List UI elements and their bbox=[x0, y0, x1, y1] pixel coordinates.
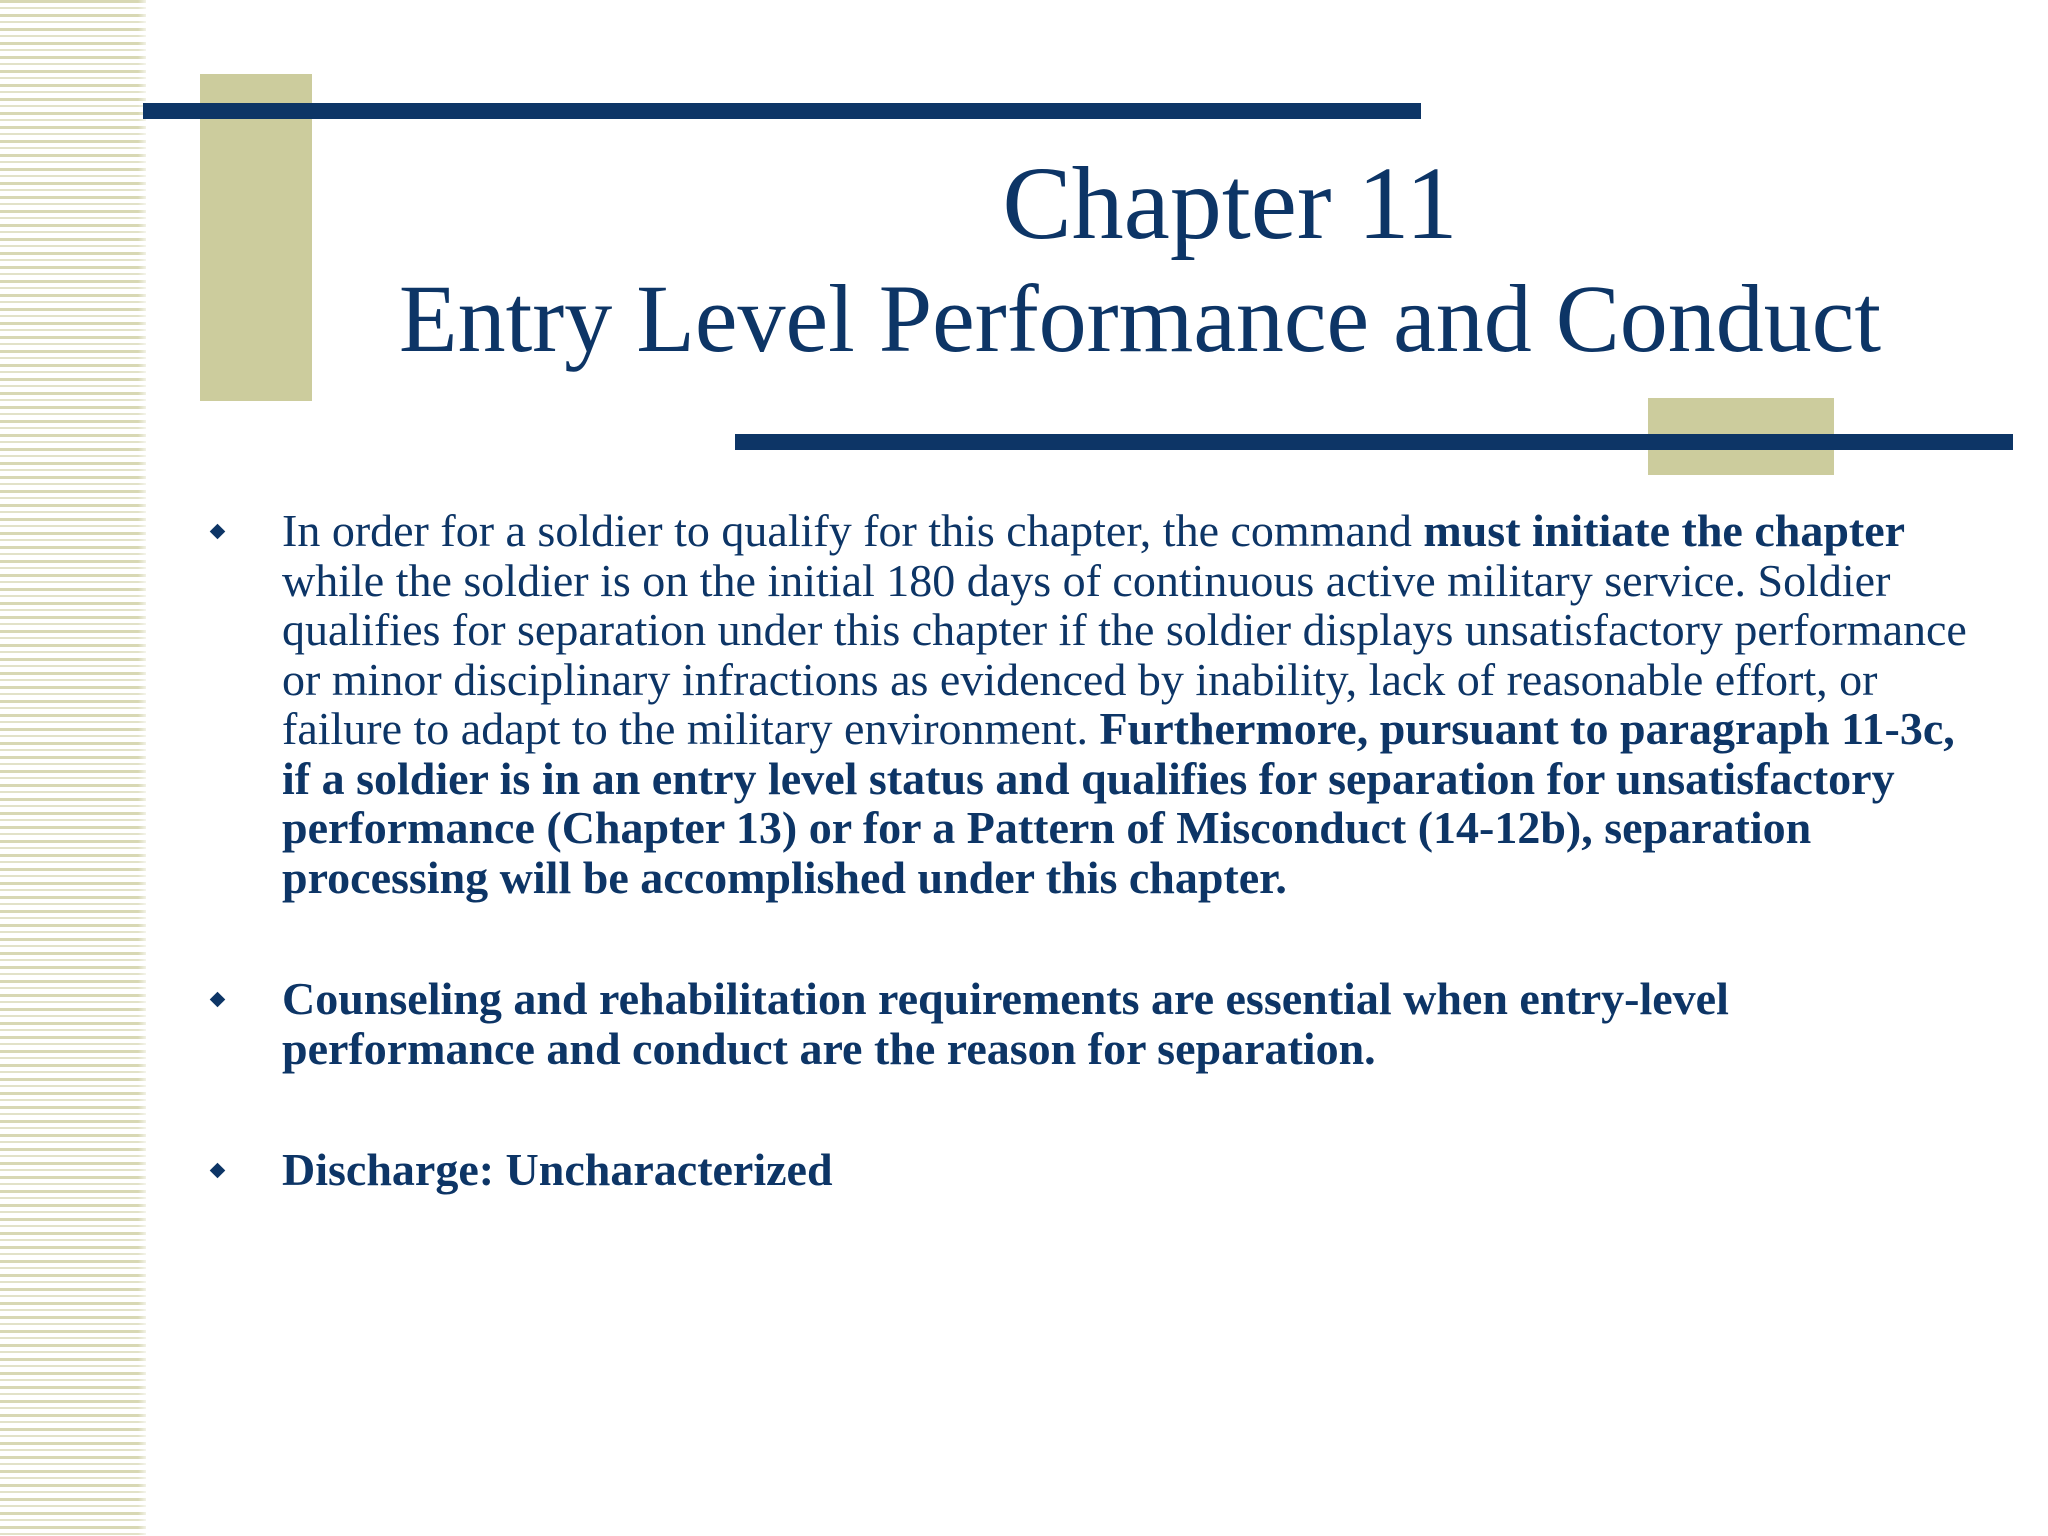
bullet-qualification-text bbox=[282, 506, 1980, 902]
diamond-bullet-icon bbox=[210, 992, 226, 1008]
bullet-list bbox=[200, 506, 1980, 1195]
left-stripe-decoration bbox=[0, 0, 146, 1536]
slide-title bbox=[320, 148, 1960, 374]
bullet-discharge-text: Discharge: Uncharacterized bbox=[282, 1144, 833, 1195]
b1-text-regular-1: In order for a soldier to qualify for this chapter, the command bbox=[282, 505, 1424, 556]
stripe-fade bbox=[138, 0, 150, 1536]
bullet-counseling-text: Counseling and rehabilitation requirements are essential when entry-level performance and conduct are the reason for separation. bbox=[282, 973, 1729, 1074]
diamond-bullet-icon bbox=[210, 1163, 226, 1179]
bullet-counseling bbox=[200, 974, 1980, 1073]
bottom-horizontal-rule bbox=[735, 434, 2013, 450]
bullet-discharge bbox=[200, 1145, 1980, 1195]
top-horizontal-rule bbox=[143, 103, 1421, 119]
olive-accent-block-top bbox=[200, 74, 312, 401]
b1-text-regular-2: while the soldier is on the initial 180 days of continuous active military service. Soldier qualifies for separation under this chapter if the soldier displays unsatisfactory performance or minor disciplinary infractions as evidenced by inability, lack of reasonable effort, or failure to adapt to the military environment. bbox=[282, 554, 1967, 754]
title-chapter-number: Chapter 11 bbox=[1002, 146, 1458, 261]
bullet-qualification bbox=[200, 506, 1980, 902]
b1-text-bold-2: Furthermore, pursuant to paragraph 11-3c, if a soldier is in an entry level status and qualifies for separation for unsatisfactory performance (Chapter 13) or for a Pattern of Misconduct (14-12b), separation processing will be accomplished under this chapter. bbox=[282, 703, 1955, 903]
b1-text-bold-1: must initiate the chapter bbox=[1423, 505, 1906, 556]
title-chapter-name: Entry Level Performance and Conduct bbox=[398, 265, 1882, 372]
diamond-bullet-icon bbox=[210, 524, 226, 540]
